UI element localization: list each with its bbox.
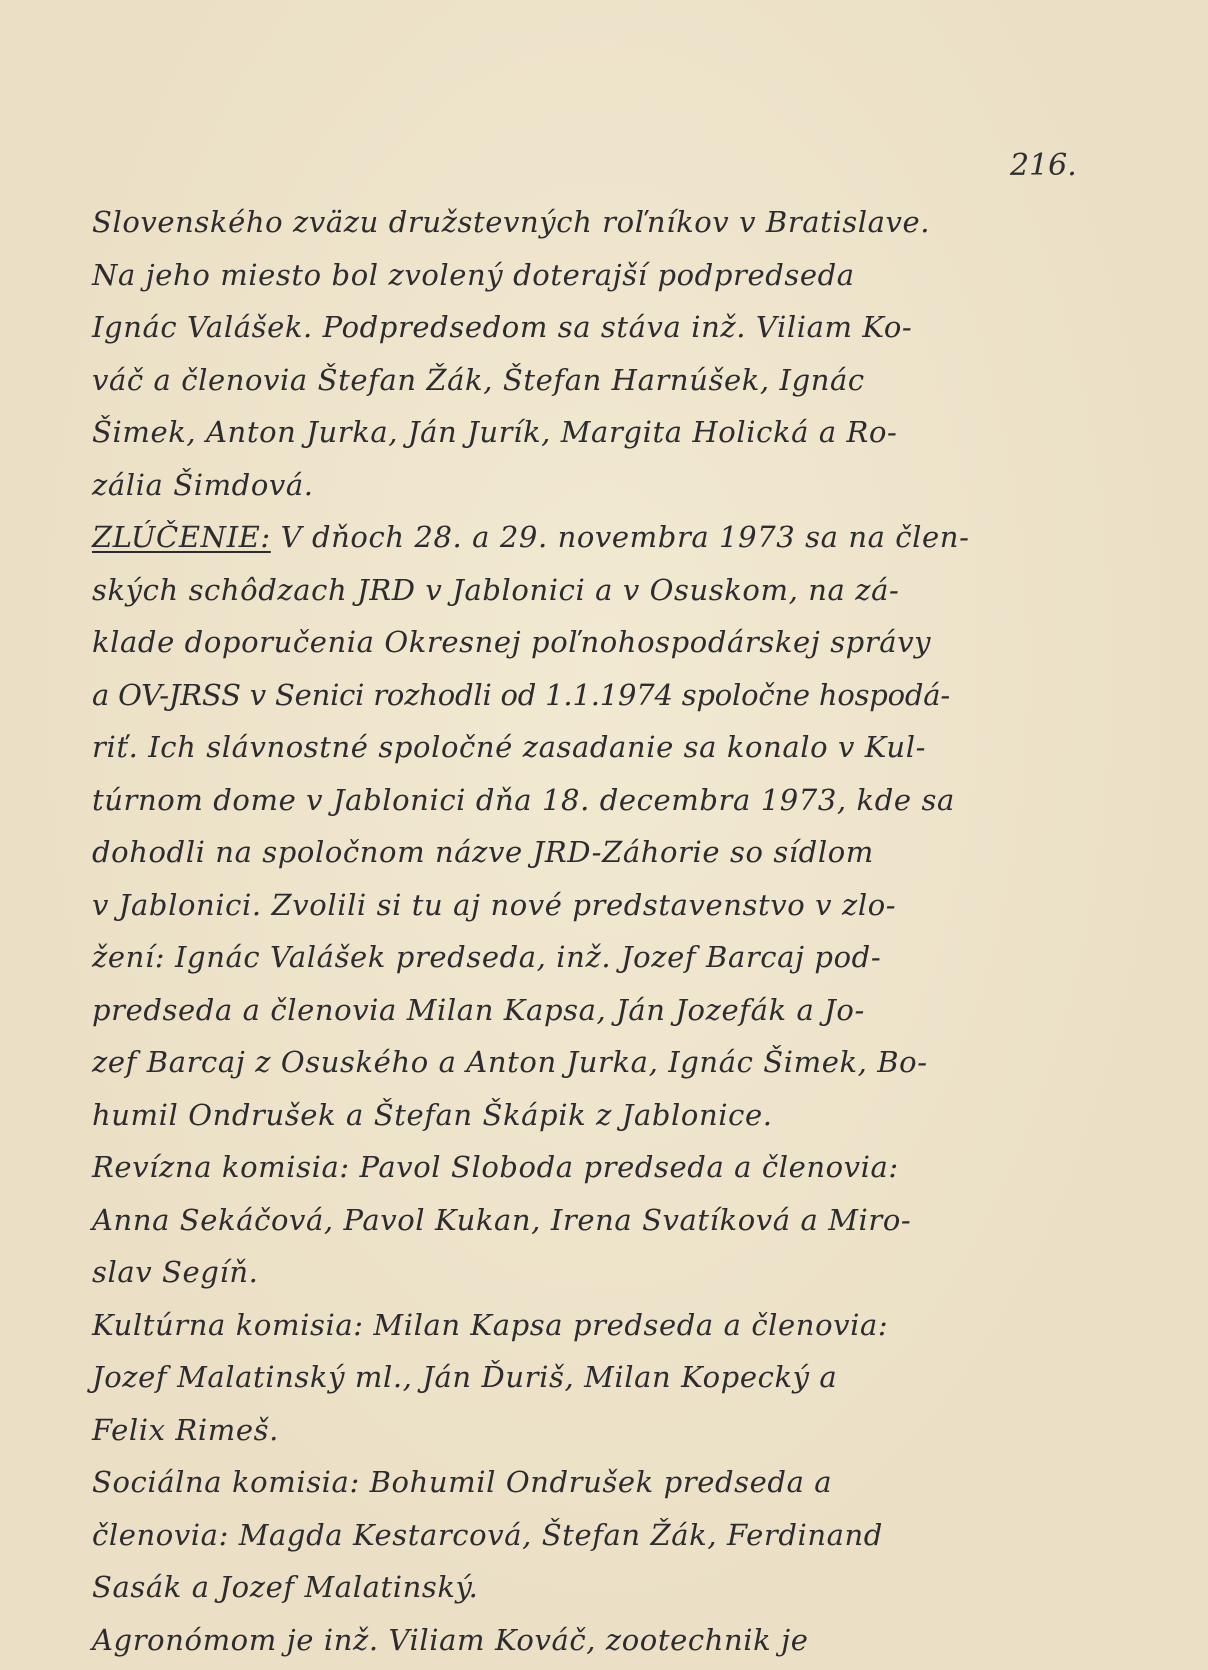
text-line: Jozef Malatinský ml., Ján Ďuriš, Milan Kopecký a [92,1360,838,1394]
text-line: ských schôdzach JRD v Jablonici a v Osuskom, na zá- [92,572,900,607]
text-line: klade doporučenia Okresnej poľnohospodárskej správy [92,625,932,659]
text-line: humil Ondrušek a Štefan Škápik z Jablonice. [92,1097,773,1132]
page-number: 216. [1010,148,1077,183]
text-line-heading [92,511,1132,564]
text-line: Slovenského zväzu družstevných roľníkov v Bratislave. [92,205,931,239]
text-line: Sociálna komisia: Bohumil Ondrušek predseda a [92,1465,833,1499]
text-line: predseda a členovia Milan Kapsa, Ján Jozefák a Jo- [92,992,865,1027]
text-line: žení: Ignác Valášek predseda, inž. Jozef Barcaj pod- [92,940,882,974]
text-line: túrnom dome v Jablonici dňa 18. decembra 1973, kde sa [92,782,955,817]
text-line: členovia: Magda Kestarcová, Štefan Žák, Ferdinand [92,1517,883,1552]
text-line: dohodli na spoločnom názve JRD-Záhorie so sídlom [92,835,874,869]
text-line: a OV-JRSS v Senici rozhodli od 1.1.1974 spoločne hospodá- [92,677,950,712]
text-line: zef Barcaj z Osuského a Anton Jurka, Ignác Šimek, Bo- [92,1045,928,1079]
text-line: váč a členovia Štefan Žák, Štefan Harnúšek, Ignác [92,362,865,397]
text-line-continuation: V dňoch 28. a 29. novembra 1973 sa na člen- [270,520,970,554]
text-line: Kultúrna komisia: Milan Kapsa predseda a členovia: [92,1307,889,1342]
text-line: Anna Sekáčová, Pavol Kukan, Irena Svatíková a Miro- [92,1202,912,1237]
text-line: slav Segíň. [92,1255,259,1289]
section-heading-zlucenie: ZLÚČENIE: [92,520,271,554]
text-line: Na jeho miesto bol zvolený doterajší podpredseda [92,257,855,292]
text-line: zália Šimdová. [92,467,314,502]
text-line: Agronómom je inž. Viliam Kováč, zootechnik je [92,1622,809,1657]
handwritten-text-block [92,196,1132,1666]
text-line: Revízna komisia: Pavol Sloboda predseda a členovia: [92,1150,899,1184]
text-line: Šimek, Anton Jurka, Ján Jurík, Margita Holická a Ro- [92,415,898,449]
text-line: riť. Ich slávnostné spoločné zasadanie sa konalo v Kul- [92,730,926,764]
text-line: Sasák a Jozef Malatinský. [92,1570,479,1604]
text-line: Ignác Valášek. Podpredsedom sa stáva inž. Viliam Ko- [92,310,913,344]
text-line: v Jablonici. Zvolili si tu aj nové predstavenstvo v zlo- [92,887,897,922]
text-line: Felix Rimeš. [92,1412,279,1447]
